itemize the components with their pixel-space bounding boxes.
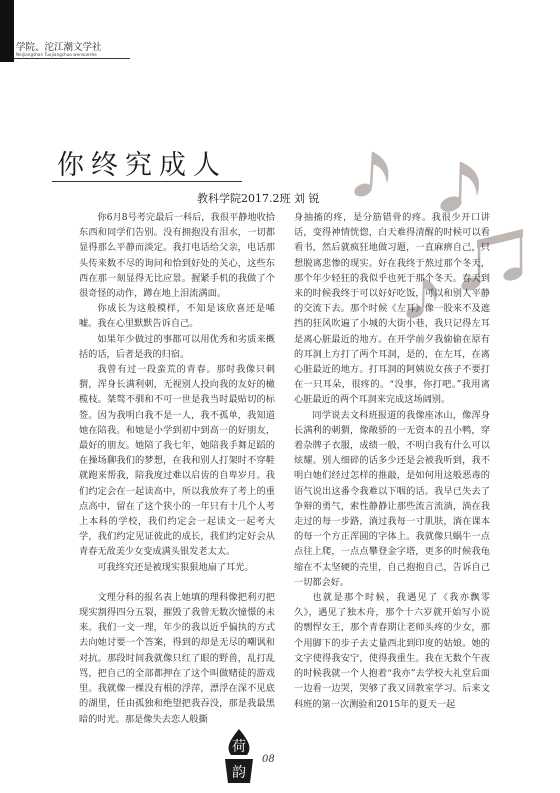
paragraph: 同学说去文科班报道的我像座冰山，像浑身长满利的刺猬，像敞骄的一无资本的丑小鸭，穿着杂牌子衣服，成绩一般，不明白我有什么可以炫耀。别人细碎的话多少还是会被我听到，我不明白她们经过怎样的推敲，是如何用这般恶毒的语气说出这番令我难以下咽的话。我早已失去了争辩的勇气，索性静静让那些流言流淌，淌在我走过的每一步路，淌过我每一寸肌肤，淌在课本的每一个方正浑圆的字体上。我就像只蜗牛一点点往上爬，一点点攀登金字塔，更多的时候我龟缩在不太坚硬的壳里，自己抱抱自己，告诉自己一切都会好。 [294, 409, 490, 588]
header-rule [14, 58, 130, 59]
paragraph: 可我终究还是被现实狠狠地扇了耳光。 [97, 561, 254, 573]
logo-glyph-bottom: 韵 [232, 765, 246, 781]
right-column [294, 210, 490, 712]
paragraph: 如果年少做过的事都可以用优秀和劣质来概括的话，后者是我的归宿。 [79, 333, 275, 360]
title-underline [52, 181, 242, 182]
paragraph: 我曾有过一段蛮荒的青春。那时我像只刺猬，浑身长满利刺，无视别人投向我的友好的橄榄枝。桀骜不驯和不可一世是我当时最贴切的标签。因为我明白我不是一人，我不孤单，我知道她在陪我。和她是小学到初中到高一的好朋友，最好的朋友。她陪了我七年，她陪我手舞足蹈的在操场聊我们的梦想，在我和别人打架时不穿鞋就跑来帮我，陪我度过难以启齿的自卑岁月。我们约定会在一起读高中，所以我放弃了考上的重点高中，留在了这个狭小的一年只有十几个人考上本科的学校，我们约定会一起读文一起考大学，我们约定见证彼此的成长，我们约定好会从青春无敌美少女变成满头银发老太太。 [79, 364, 275, 558]
lotus-logo-icon [217, 725, 261, 787]
article-byline: 教科学院2017.2班 刘 锐 [197, 192, 320, 205]
page-number: 08 [262, 754, 275, 765]
header-school-name: 学院、沱江潮文学社 [16, 42, 102, 53]
paragraph: 身抽搐的疼，是分筋错骨的疼。我很少开口讲话，变得神情恍惚，白天难得清醒的时候可以看看书，然后就疯狂地做习题，一直麻痹自己，只想脱离悲惨的现实。好在我终于熬过那个冬天，那个年少轻狂的我似乎也死于那个冬天。春天到来的时候我终于可以好好吃饭，可以和别人平静的交流下去。那个时候《左耳》像一股来不及遮挡的狂风吹遍了小城的大街小巷，我只记得左耳是离心脏最近的地方。在开学前夕我偷偷在原有的耳洞上方打了两个耳洞，是的，在左耳，在离心脏最近的地方。打耳洞的阿姨说女孩子不要打在一只耳朵，很疼的。“没事，你打吧。”我用离心脏最近的两个耳洞来完成这场阔别。 [294, 212, 490, 406]
header-subtitle: Neijiangshan Tuojiangchao wenxueshe [16, 52, 97, 57]
paragraph: 也就是那个时候，我遇见了《我亦飘零久》，遇见了独木舟，那个十六岁就开始写小说的剽悍女王，那个青春期让老师头疼的少女，那个用脚下的步子去丈量西北到印度的姑娘。她的文字使得我安宁，使得我重生。我在无数个午夜的时候我就一个人抱着“我亦”去学校大礼堂后面一边看一边哭，哭够了我又回教室学习。后来文科班的第一次测验和2015年的夏天一起 [294, 592, 490, 710]
header-corner-bar [0, 0, 14, 62]
paragraph: 你6月8号考完最后一科后，我很平静地收拾东西和同学们告别。没有拥抱没有泪水，一切都显得那么平静而淡定。我打电话给父亲，电话那头传来数不尽的询问和恰到好处的关心，这些东西在那一刻显得无比应景。握紧手机的我做了个很奇怪的动作，蹲在地上泪流满面。 [79, 212, 275, 300]
paragraph: 文理分科的报名表上她填的理科像把利刃把现实割得四分五裂，摧毁了我曾无数次憧憬的未来。我们一文一理，年少的我以近乎偏执的方式去向她讨要一个答案，得到的却是无尽的嘲讽和对抗。那段时间我就像只红了眼的野兽，乱打乱骂，把自己的全部都押在了这个叫做赌徒的游戏里。我就像一棵没有根的浮萍，漂浮在深不见底的湖里，任由孤独和绝望把我吞没，那是我最黑暗的时光。那是像失去恋人般撕 [79, 591, 275, 725]
left-column [79, 210, 275, 727]
logo-glyph-top: 荷 [232, 739, 246, 755]
article-title: 你终究成人 [57, 150, 227, 181]
paragraph: 你成长为这般模样，不知是该欣喜还是唏嘘。我在心里默默告诉自己。 [79, 303, 275, 330]
